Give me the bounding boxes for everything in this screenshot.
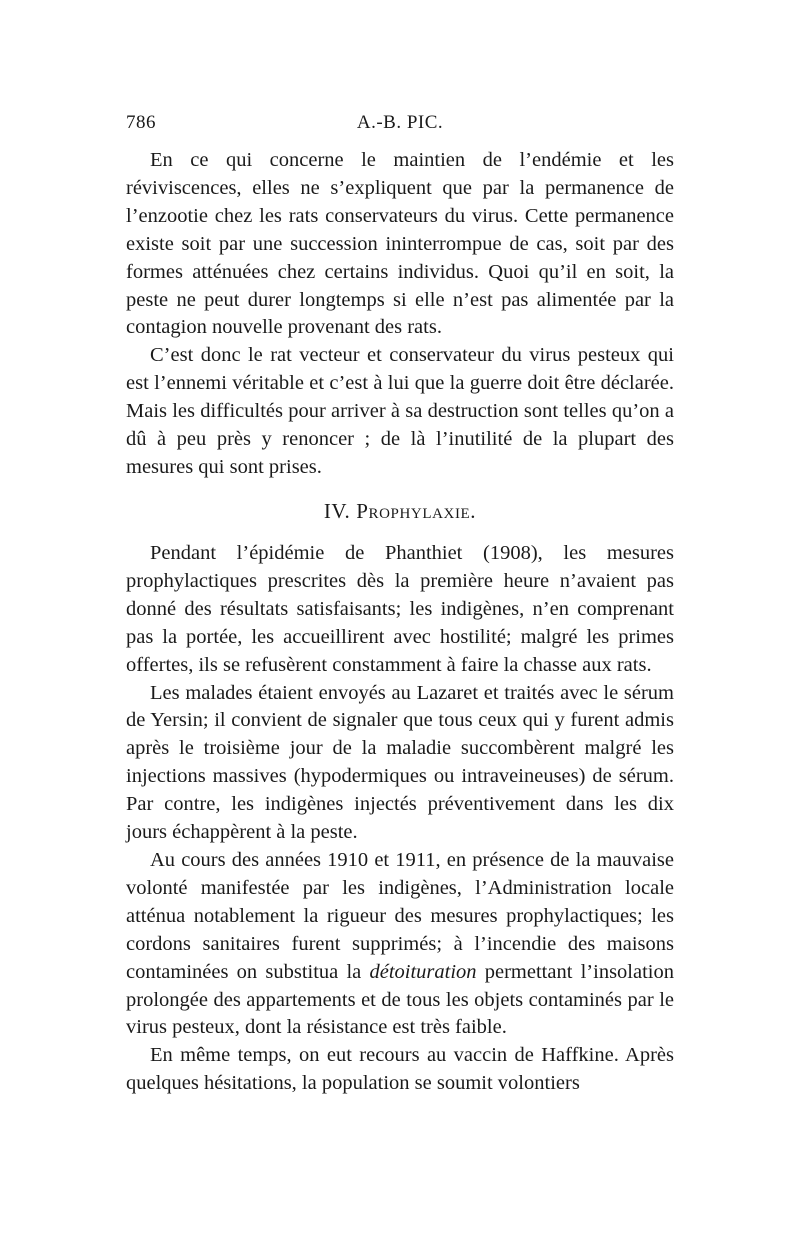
paragraph-annees-1910-1911 (126, 847, 674, 1042)
paragraph-phanthiet: Pendant l’épidémie de Phanthiet (1908), les mesures prophylactiques prescrites dès la première heure n’avaient pas donné des résultats satisfaisants; les indigènes, n’en comprenant pas la portée, les accueillirent avec hostilité; malgré les primes offertes, ils se refusèrent constamment à faire la chasse aux rats. (126, 542, 674, 676)
page-number: 786 (126, 112, 156, 133)
paragraph-endemie: En ce qui concerne le maintien de l’endémie et les réviviscences, elles ne s’expliquent que par la permanence de l’enzootie chez les rats conservateurs du virus. Cette permanence existe soit par une succession ininterrompue de cas, soit par des formes atténuées chez certains individus. Quoi qu’il en soit, la peste ne peut durer longtemps si elle n’est pas alimentée par la contagion nouvelle provenant des rats. (126, 149, 674, 339)
paragraph5-text-start: Au cours des années 1910 et 1911, en présence de la mauvaise volonté manifestée par les indigènes, l’Administration locale atténua notablement la rigueur des mesures prophylactiques; les cordons sanitaires furent supprimés; à l’incendie des maisons contaminées on substitua la (126, 848, 674, 983)
text-block-before-section (126, 147, 674, 482)
running-head (126, 112, 674, 142)
paragraph5-text-end: permettant l’insolation prolongée des appartements et de tous les objets contaminés par le virus pesteux, dont la résistance est très faible. (126, 960, 674, 1039)
text-block-prophylaxie (126, 540, 674, 1098)
paragraph-rat-vecteur: C’est donc le rat vecteur et conservateur du virus pesteux qui est l’ennemi véritable et c’est à lui que la guerre doit être déclarée. Mais les difficultés pour arriver à sa destruction sont telles qu’on a dû à peu près y renoncer ; de là l’inutilité de la plupart des mesures qui sont prises. (126, 344, 674, 478)
running-head-author: A.-B. PIC. (356, 112, 444, 133)
section-heading (126, 499, 674, 524)
paragraph-lazaret: Les malades étaient envoyés au Lazaret et traités avec le sérum de Yersin; il convient de signaler que tous ceux qui y furent admis après le troisième jour de la maladie succombèrent malgré les injections massives (hypodermiques ou intraveineuses) de sérum. Par contre, les indigènes injectés préventivement dans les dix jours échappèrent à la peste. (126, 681, 674, 844)
italic-term: détoituration (369, 960, 477, 983)
paragraph-vaccin-haffkine: En même temps, on eut recours au vaccin de Haffkine. Après quelques hésitations, la population se soumit volontiers (126, 1044, 674, 1095)
section-title: Prophylaxie. (356, 499, 477, 523)
section-number: IV. (323, 499, 351, 523)
